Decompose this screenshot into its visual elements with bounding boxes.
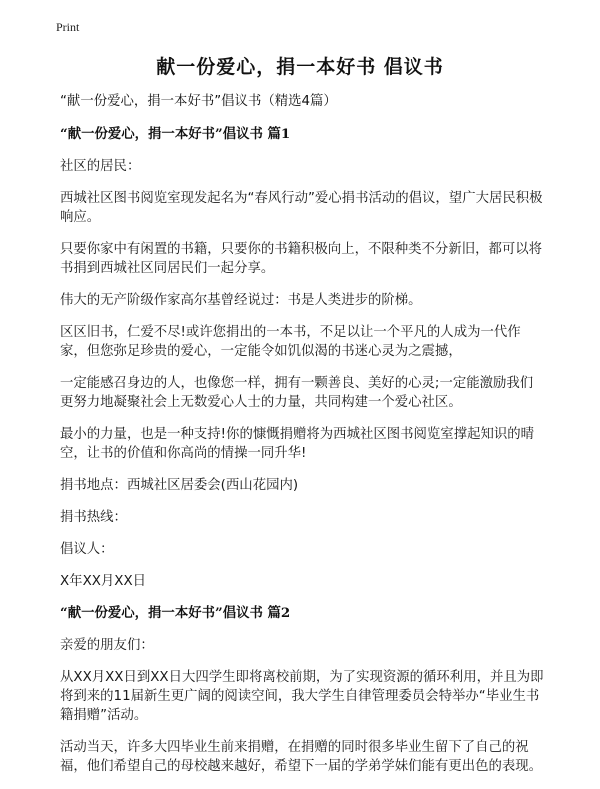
paragraph: 伟大的无产阶级作家高尔基曾经说过：书是人类进步的阶梯。 bbox=[60, 293, 422, 308]
section-2 bbox=[60, 604, 544, 776]
document-body bbox=[60, 92, 544, 789]
section-1 bbox=[60, 125, 544, 591]
section-heading: “献一份爱心，捐一本好书”倡议书 篇2 bbox=[60, 605, 291, 621]
paragraph: X年XX月XX日 bbox=[60, 574, 147, 589]
paragraph: 最小的力量，也是一种支持!你的慷慨捐赠将为西城社区图书阅览室撑起知识的晴空，让书的价值和你高尚的情操一同升华! bbox=[60, 427, 535, 461]
document-subtitle: “献一份爱心，捐一本好书”倡议书（精选4篇） bbox=[60, 94, 337, 109]
print-label[interactable]: Print bbox=[56, 20, 80, 34]
paragraph: 捐书地点：西城社区居委会(西山花园内) bbox=[60, 478, 299, 493]
paragraph: 社区的居民： bbox=[60, 159, 141, 174]
paragraph: 区区旧书，仁爱不尽!或许您捐出的一本书，不足以让一个平凡的人成为一代作家，但您弥足珍贵的爱心，一定能令如饥似渴的书迷心灵为之震撼， bbox=[60, 325, 521, 359]
paragraph: 活动当天，许多大四毕业生前来捐赠，在捐赠的同时很多毕业生留下了自己的祝福，他们希望自己的母校越来越好，希望下一届的学弟学妹们能有更出色的表现。 bbox=[60, 740, 543, 774]
paragraph: 一定能感召身边的人，也像您一样，拥有一颗善良、美好的心灵;一定能激励我们更努力地凝聚社会上无数爱心人士的力量，共同构建一个爱心社区。 bbox=[60, 376, 534, 410]
paragraph: 亲爱的朋友们： bbox=[60, 638, 154, 653]
paragraph: 只要你家中有闲置的书籍，只要你的书籍积极向上，不限种类不分新旧，都可以将书捐到西城社区同居民们一起分享。 bbox=[60, 242, 543, 276]
document-title: 献一份爱心，捐一本好书 倡议书 bbox=[156, 56, 444, 78]
section-heading: “献一份爱心，捐一本好书”倡议书 篇1 bbox=[60, 126, 291, 142]
paragraph: 西城社区图书阅览室现发起名为“春风行动”爱心捐书活动的倡议，望广大居民积极响应。 bbox=[60, 191, 543, 225]
paragraph: 倡议人： bbox=[60, 542, 114, 557]
paragraph: 捐书热线： bbox=[60, 510, 127, 525]
paragraph: 从XX月XX日到XX日大四学生即将离校前期，为了实现资源的循环利用，并且为即将到来的11届新生更广阔的阅读空间，我大学生自律管理委员会特举办“毕业生书籍捐赠”活动。 bbox=[60, 670, 544, 723]
